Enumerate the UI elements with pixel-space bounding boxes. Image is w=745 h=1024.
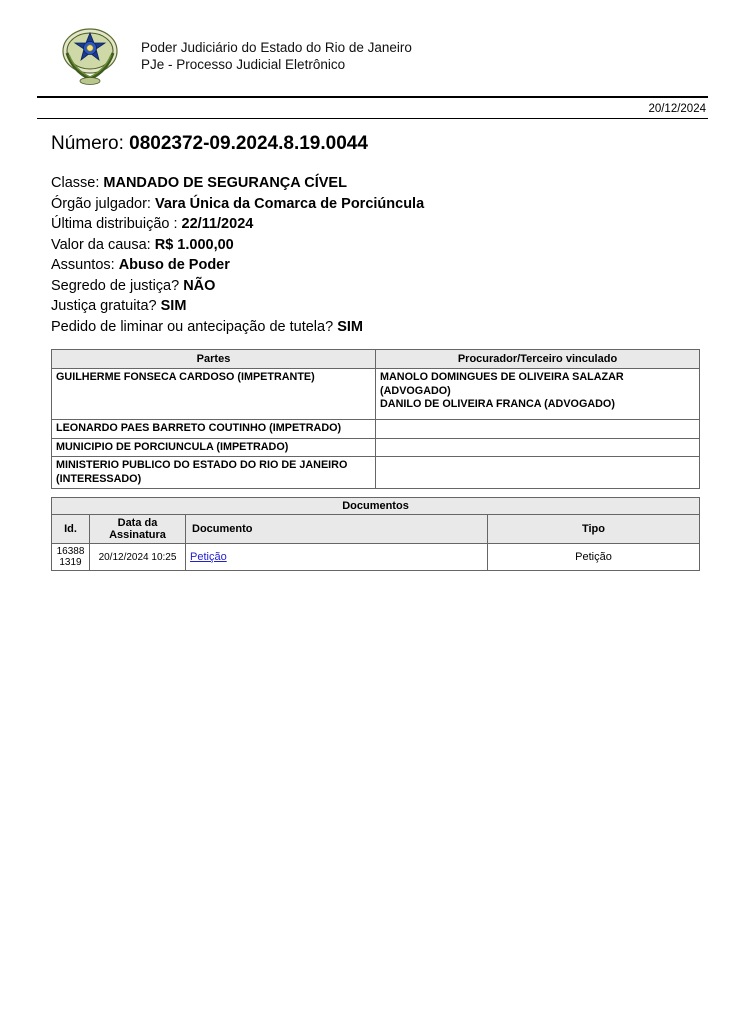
documentos-header-row [52, 515, 700, 544]
info-label-segredo-justica: Segredo de justiça? [51, 277, 180, 294]
info-value-assuntos: Abuso de Poder [118, 257, 230, 273]
parte-procuradores [376, 369, 700, 420]
doc-col-header-data [90, 515, 186, 544]
parte-procuradores [376, 420, 700, 439]
info-value-justica-gratuita: SIM [160, 298, 187, 314]
info-row-justica-gratuita [51, 296, 708, 317]
info-value-valor-causa: R$ 1.000,00 [154, 236, 234, 253]
info-label-classe: Classe: [51, 175, 100, 191]
table-row [52, 457, 700, 489]
info-label-orgao-julgador: Órgão julgador: [51, 195, 151, 212]
header-title-line2: PJe - Processo Judicial Eletrônico [141, 57, 346, 72]
doc-data-assinatura: 20/12/2024 10:25 [90, 544, 186, 571]
info-row-ultima-distribuicao [51, 214, 708, 235]
documentos-title-row [52, 498, 700, 515]
info-value-ultima-distribuicao: 22/11/2024 [181, 216, 254, 232]
procurador-item: DANILO DE OLIVEIRA FRANCA (ADVOGADO) [380, 398, 615, 410]
doc-col-header-id: Id. [52, 515, 90, 544]
doc-col-header-tipo: Tipo [488, 515, 700, 544]
parte-procuradores [376, 457, 700, 489]
documentos-table [51, 497, 700, 571]
document-date: 20/12/2024 [648, 103, 706, 115]
partes-col-header-partes: Partes [52, 350, 376, 369]
partes-table [51, 349, 700, 489]
partes-table-header-row [52, 350, 700, 369]
info-value-pedido-liminar: SIM [337, 318, 363, 335]
brasao-republica-icon [61, 25, 119, 87]
doc-tipo: Petição [488, 544, 700, 571]
document-content [37, 22, 708, 571]
parte-name: MINISTERIO PUBLICO DO ESTADO DO RIO DE JANEIRO (INTERESSADO) [52, 457, 376, 489]
doc-documento-cell [186, 544, 488, 571]
page-title [51, 133, 708, 155]
info-label-pedido-liminar: Pedido de liminar ou antecipação de tutela? [51, 318, 334, 335]
info-label-valor-causa: Valor da causa: [51, 236, 151, 253]
info-row-segredo-justica [51, 276, 708, 297]
procurador-item: MANOLO DOMINGUES DE OLIVEIRA SALAZAR (ADVOGADO) [380, 371, 624, 397]
numero-label: Número: [51, 133, 124, 154]
process-info-list [51, 173, 708, 337]
document-header [37, 22, 708, 90]
info-row-assuntos [51, 255, 708, 276]
parte-name: LEONARDO PAES BARRETO COUTINHO (IMPETRADO) [52, 420, 376, 439]
doc-id-line2: 1319 [59, 557, 82, 568]
info-label-ultima-distribuicao: Última distribuição : [51, 216, 178, 232]
documentos-title: Documentos [52, 498, 700, 515]
info-row-valor-causa [51, 235, 708, 256]
doc-link[interactable]: Petição [190, 551, 227, 563]
date-divider [37, 118, 708, 119]
info-row-classe [51, 173, 708, 194]
info-value-segredo-justica: NÃO [183, 277, 216, 294]
info-label-justica-gratuita: Justiça gratuita? [51, 298, 157, 314]
doc-col-header-data-line1: Data da [117, 517, 158, 529]
numero-value: 0802372-09.2024.8.19.0044 [129, 133, 368, 154]
doc-id [52, 544, 90, 571]
parte-procuradores [376, 438, 700, 457]
doc-id-line1: 16388 [56, 546, 85, 557]
info-value-classe: MANDADO DE SEGURANÇA CÍVEL [103, 175, 347, 191]
header-title-line1: Poder Judiciário do Estado do Rio de Janeiro [141, 40, 412, 55]
table-row [52, 438, 700, 457]
info-label-assuntos: Assuntos: [51, 257, 115, 273]
table-row [52, 420, 700, 439]
doc-col-header-data-line2: Assinatura [109, 529, 166, 541]
info-row-pedido-liminar [51, 317, 708, 338]
info-row-orgao-julgador [51, 194, 708, 215]
table-row [52, 369, 700, 420]
doc-col-header-documento: Documento [186, 515, 488, 544]
header-titles [141, 39, 412, 73]
table-row [52, 544, 700, 571]
partes-col-header-procurador: Procurador/Terceiro vinculado [376, 350, 700, 369]
info-value-orgao-julgador: Vara Única da Comarca de Porciúncula [154, 195, 425, 212]
parte-name: GUILHERME FONSECA CARDOSO (IMPETRANTE) [52, 369, 376, 420]
parte-name: MUNICIPIO DE PORCIUNCULA (IMPETRADO) [52, 438, 376, 457]
